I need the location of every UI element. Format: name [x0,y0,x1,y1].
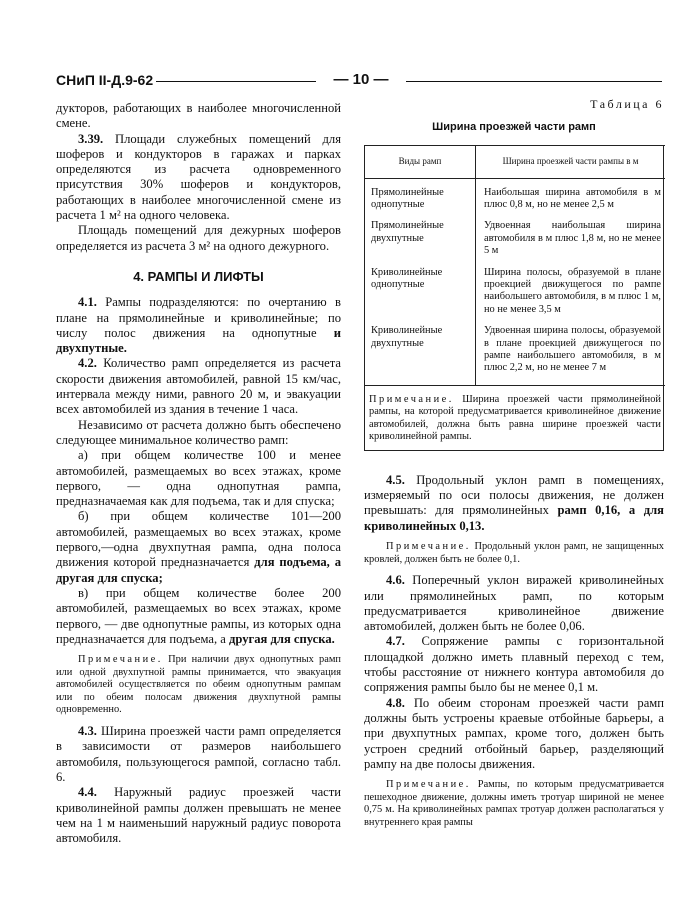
table-caption: Таблица 6 [590,97,664,111]
clause-number: 4.6. [386,573,405,588]
paragraph-4-8 [364,696,664,772]
list-item-c [56,586,341,647]
header-rule [156,81,662,82]
note-text: Продольный уклон рамп, не защищенных кровлей, должен быть не более 0,1. [364,541,664,565]
clause-text: Поперечный уклон виражей криволинейных или прямолинейных рамп, по которым предусматривается криволинейное движение автомобилей, должен быть не более 0,06. [364,573,664,634]
cell-width: Ширина полосы, образуемой в плане проекцией движущегося по рампе наибольшего автомобиля, в м плюс 1 м, но не менее 3,5 м [476,259,666,318]
cell-width: Наибольшая ширина автомобиля в м плюс 0,8 м, но не менее 2,5 м [476,178,666,212]
clause-number: 4.8. [386,695,405,710]
clause-text: Сопряжение рампы с горизонтальной площадкой должно иметь плавный переход с тем, чтобы расстояние от нижнего контура автомобиля до сопряжения рампы было бы не менее 0,1 м. [364,634,664,695]
note-label: Примечание. [369,393,454,405]
page-number: — 10 — [316,71,406,88]
note-4-5 [364,541,664,566]
table-note [365,386,663,451]
left-column [56,101,341,846]
table-grid [365,145,665,386]
paragraph-4-2-b: Независимо от расчета должно быть обеспечено следующее минимальное количество рамп: [56,417,341,447]
paragraph-3-39-b: Площадь помещений для дежурных шоферов определяется из расчета 3 м² на одного дежурного. [56,223,341,253]
paragraph-4-1 [56,295,341,356]
note-text: При наличии двух однопутных рамп или одной двухпутной рампы принимается, что эвакуация автомобилей осуществляется по обеим однопутным рампам или по обеим полосам движения двухпутной рампы одновременно. [56,654,341,716]
paragraph-4-6 [364,573,664,634]
clause-text: По обеим сторонам проезжей части рамп должны быть устроены краевые отбойные барьеры, а при двухпутных рампах, кроме того, должен быть устроен средний отбойный барьер, разделяющий рампу на две полосы движения. [364,695,664,771]
clause-bold-text: рамп 0,16, а для криволинейных 0,13. [364,503,664,533]
paragraph-4-5 [364,473,664,534]
note-4-2 [56,654,341,717]
list-bold-text: другая для спуска. [229,631,335,646]
paragraph-continuation: дукторов, работающих в наиболее многочисленной смене. [56,101,341,131]
cell-ramp-type: Прямолинейные двухпутные [371,220,444,244]
list-item-a: а) при общем количестве 100 и менее автомобилей, размещаемых во всех этажах, кроме первого, — одна однопутная рампа, предназначаемая как для подъема, так и для спуска; [56,448,341,509]
paragraph-4-4 [56,785,341,846]
note-label: Примечание. [386,541,471,553]
clause-text: Рампы подразделяются: по очертанию в плане на прямолинейные и криволинейные; по числу полос движения на однопутные [56,295,341,340]
list-bold-text: для подъема, а другая для спуска; [56,555,342,585]
table-title: Ширина проезжей части рамп [432,121,596,134]
cell-width: Удвоенная наибольшая ширина автомобиля в м плюс 1,8 м, но не менее 5 м [476,212,666,258]
clause-text: Площади служебных помещений для шоферов и кондукторов в гаражах и парках определяются из расчета одновременного присутствия 30% шоферов и кондукторов, работающих в наиболее многочисленной смене из расчета 1 м² на одного человека. [56,131,341,223]
list-text: в) при общем количестве более 200 автомобилей, размещаемых во всех этажах, кроме первого, — две однопутные рампы, из которых одна предназначается для подъема, а [56,585,341,646]
clause-text: Количество рамп определяется из расчета скорости движения автомобилей, равной 15 км/час, интервала между ними, равного 20 м, и эвакуации всех автомобилей из здания в течение 1 часа. [56,356,341,417]
table-row [365,259,665,318]
document-code: СНиП II-Д.9-62 [56,72,154,88]
note-label: Примечание. [386,779,471,791]
note-text: Ширина проезжей части прямолинейной рампы, на которой предусматривается криволинейное движение автомобилей, должна быть равна ширине проезжей части криволинейной рампы. [369,393,661,443]
list-item-b [56,509,341,585]
note-text: Рампы, по которым предусматривается пешеходное движение, должны иметь тротуар шириной не менее 0,75 м. На криволинейных рампах тротуар должен располагаться у внутреннего края рампы [364,779,664,828]
table-header-row [365,145,665,178]
clause-number: 4.4. [78,785,97,800]
cell-ramp-type: Прямолинейные однопутные [371,186,444,210]
header-width: Ширина проезжей части рампы в м [476,145,666,178]
cell-ramp-type: Криволинейные двухпутные [371,325,443,349]
paragraph-4-2 [56,356,341,417]
paragraph-4-3 [56,724,341,785]
section-title: 4. РАМПЫ И ЛИФТЫ [133,268,264,284]
cell-ramp-type: Криволинейные однопутные [371,266,443,291]
clause-bold-text: и двухпутные. [56,325,341,356]
paragraph-3-39 [56,132,341,224]
cell-width: Удвоенная ширина полосы, образуемой в плане проекцией движущегося по рампе наибольшего автомобиля, в м плюс 2,2 м, но не менее 7 м [476,317,666,385]
right-column [364,97,664,836]
table-row [365,178,665,212]
page-header [56,72,662,90]
paragraph-4-7 [364,634,664,695]
note-4-8 [364,779,664,829]
clause-number: 4.7. [386,634,405,649]
clause-text: Наружный радиус проезжей части криволинейной рампы должен превышать не менее чем на 1 м наименьший наружный радиус поворота автомобиля. [56,785,341,846]
note-label: Примечание. [78,654,163,666]
clause-text: Ширина проезжей части рамп определяется в зависимости от размеров наибольшего автомобиля, пользующегося рампой, согласно табл. 6. [56,724,341,784]
clause-number: 3.39. [78,131,104,146]
clause-number: 4.3. [78,724,97,739]
header-ramp-type: Виды рамп [365,145,476,178]
clause-text: Продольный уклон рамп в помещениях, измеряемый по оси полосы движения, не должен превышать: для прямолинейных [364,472,664,518]
table-row [365,317,665,385]
ramp-width-table [364,145,664,451]
clause-number: 4.2. [78,356,97,371]
clause-number: 4.1. [78,295,97,310]
table-row [365,212,665,258]
list-text: б) при общем количестве 101—200 автомобилей, размещаемых во всех этажах, кроме первого,—одна двухпутная рампа, одна полоса движения которой предназначается [56,509,341,570]
clause-number: 4.5. [386,472,405,487]
